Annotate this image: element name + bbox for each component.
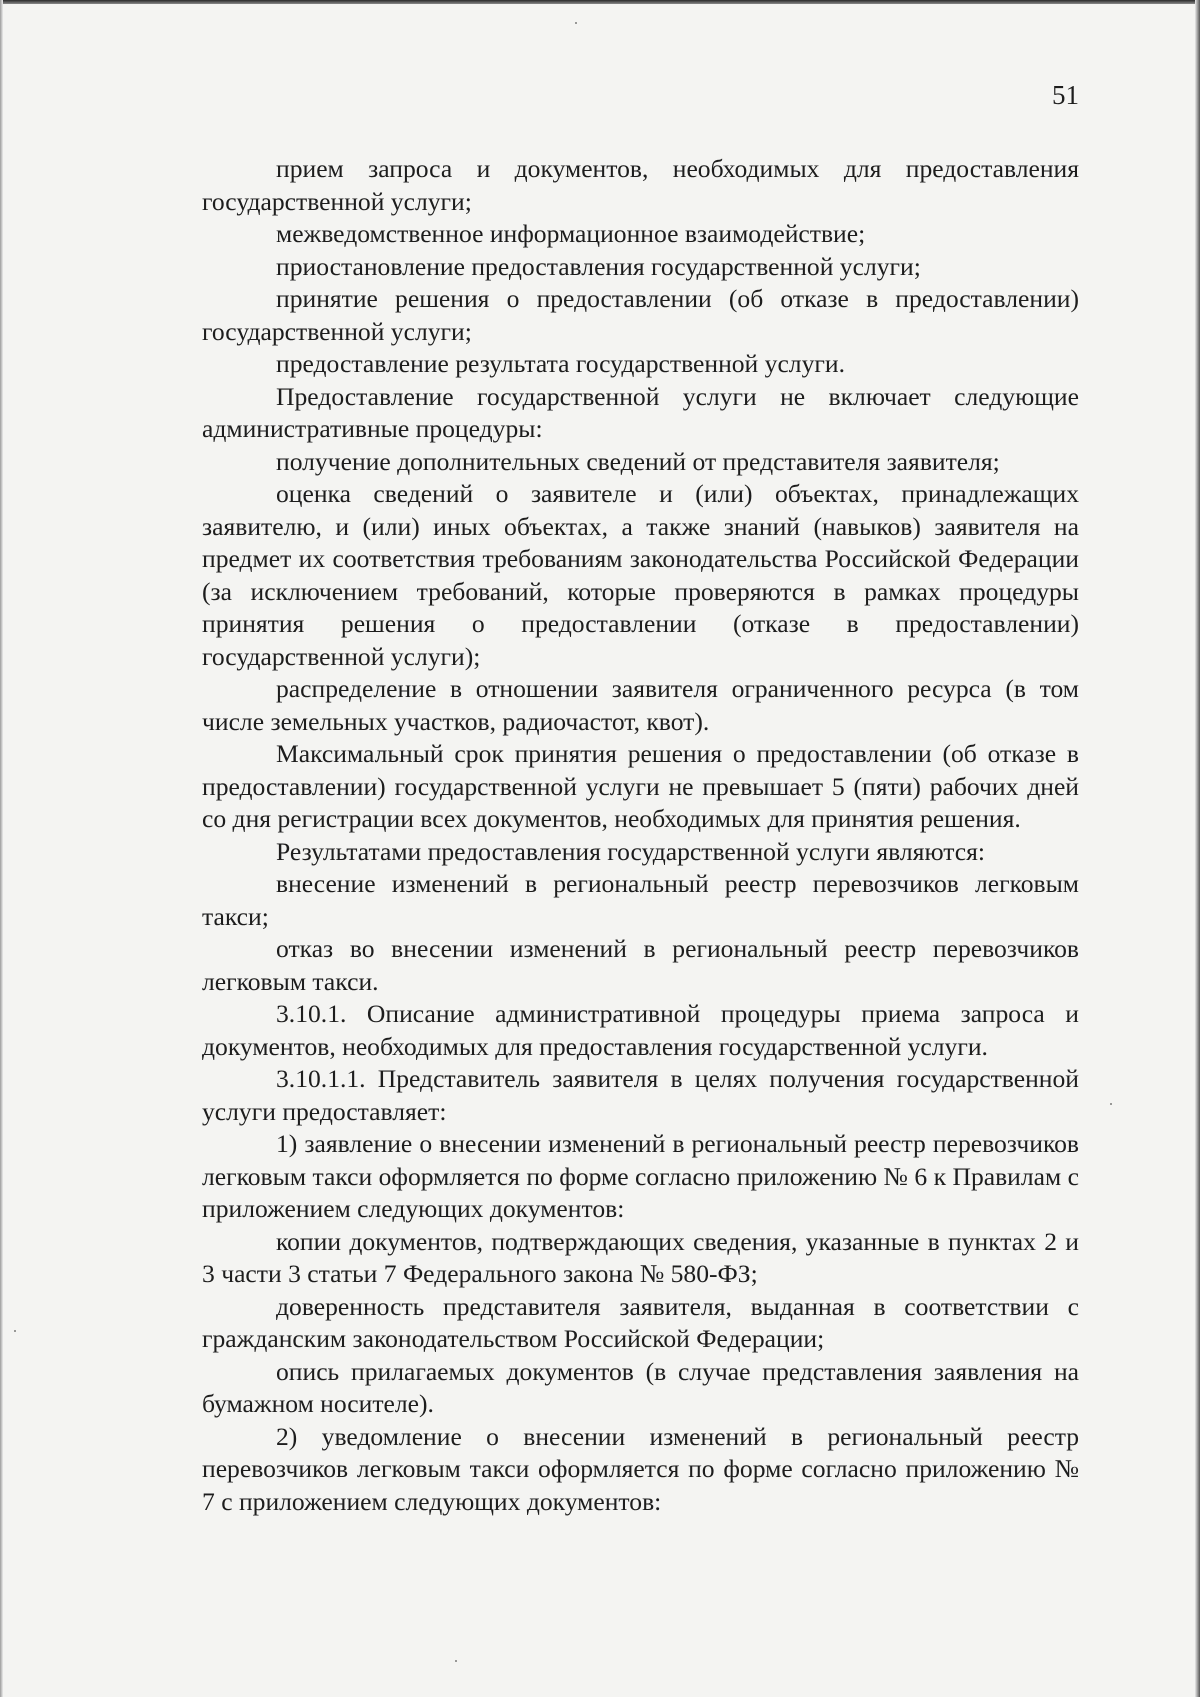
paragraph-section-3-10-1: 3.10.1. Описание административной процедуры приема запроса и документов, необходимых для предоставления государственной услуги. <box>202 999 1079 1061</box>
paragraph-step-decision: принятие решения о предоставлении (об отказе в предоставлении) государственной услуги; <box>202 284 1079 346</box>
paragraph-power-of-attorney: доверенность представителя заявителя, выданная в соответствии с гражданским законодательством Российской Федерации; <box>202 1291 1079 1353</box>
scan-right-edge <box>1195 0 1200 1697</box>
paragraph-applicant-assessment: оценка сведений о заявителе и (или) объектах, принадлежащих заявителю, и (или) иных объектах, а также знаний (навыков) заявителя на предмет их соответствия требованиям законодательства Российской Федерации (за исключением требований, которые проверяются в рамках процедуры принятия решения о предоставлении (отказе в предоставлении) государственной услуги); <box>202 479 1079 671</box>
scan-speck <box>455 1660 457 1662</box>
scan-left-edge <box>0 0 3 1697</box>
paragraph-section-3-10-1-1: 3.10.1.1. Представитель заявителя в целях получения государственной услуги предоставляет: <box>202 1064 1079 1126</box>
page-number: 51 <box>1052 80 1079 110</box>
paragraph-document-inventory: опись прилагаемых документов (в случае представления заявления на бумажном носителе). <box>202 1356 1079 1418</box>
paragraph-step-interagency: межведомственное информационное взаимодействие; <box>276 219 866 248</box>
paragraph-resource-distribution: распределение в отношении заявителя ограниченного ресурса (в том числе земельных участков, радиочастот, квот). <box>202 674 1079 736</box>
scan-speck <box>575 22 577 24</box>
paragraph-result-registry-change: внесение изменений в региональный реестр перевозчиков легковым такси; <box>202 869 1079 931</box>
paragraph-item-2-notification: 2) уведомление о внесении изменений в региональный реестр перевозчиков легковым такси оформляется по форме согласно приложению № 7 с приложением следующих документов: <box>202 1421 1079 1516</box>
paragraph-result-refusal: отказ во внесении изменений в региональный реестр перевозчиков легковым такси. <box>202 934 1079 996</box>
document-body <box>202 153 1079 1518</box>
paragraph-excluded-procedures: Предоставление государственной услуги не включает следующие административные процедуры: <box>202 381 1079 443</box>
paragraph-step-request-intake: прием запроса и документов, необходимых для предоставления государственной услуги; <box>202 154 1079 216</box>
paragraph-results-intro: Результатами предоставления государственной услуги являются: <box>276 836 985 866</box>
scan-speck <box>1110 1103 1112 1105</box>
scan-speck <box>14 1330 16 1332</box>
paragraph-max-term: Максимальный срок принятия решения о предоставлении (об отказе в предоставлении) государственной услуги не превышает 5 (пяти) рабочих дней со дня регистрации всех документов, необходимых для принятия решения. <box>202 739 1079 833</box>
paragraph-additional-info: получение дополнительных сведений от представителя заявителя; <box>276 446 1000 476</box>
paragraph-step-suspension: приостановление предоставления государственной услуги; <box>276 251 921 281</box>
paragraph-item-1-application: 1) заявление о внесении изменений в региональный реестр перевозчиков легковым такси оформляется по форме согласно приложению № 6 к Правилам с приложением следующих документов: <box>202 1129 1079 1223</box>
scan-top-edge <box>0 0 1200 4</box>
paragraph-document-copies: копии документов, подтверждающих сведения, указанные в пунктах 2 и 3 части 3 статьи 7 Федерального закона № 580-ФЗ; <box>202 1226 1079 1288</box>
paragraph-step-result: предоставление результата государственной услуги. <box>276 349 845 378</box>
